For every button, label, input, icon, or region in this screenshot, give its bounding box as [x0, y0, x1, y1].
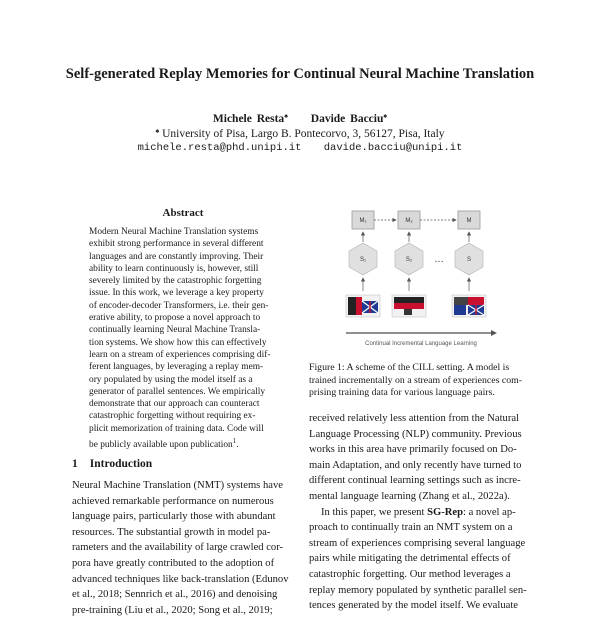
abstract-line: exhibit strong performance in several different: [89, 239, 264, 250]
body-line: language pairs, particularly those with abundant: [72, 511, 276, 523]
body-text: : a novel ap-: [462, 506, 516, 518]
abstract-heading: Abstract: [162, 207, 204, 219]
body-line: different continual learning settings such as incre-: [309, 475, 521, 487]
body-line: Neural Machine Translation (NMT) systems have: [72, 480, 283, 491]
section-heading: [72, 458, 152, 470]
caption-line: trained incrementally on a stream of experiences com-: [309, 374, 522, 386]
body-line: catastrophic forgetting. Our method leverages a: [309, 568, 511, 580]
abstract-line: learn on a stream of experiences comprising dif-: [89, 349, 271, 360]
body-line: works in this area have primarily focused on Do-: [309, 444, 517, 456]
abstract-line: issue. In this work, we leverage a key property: [89, 288, 264, 299]
model-label: M: [466, 218, 472, 224]
body-line: mental language learning (Zhang et al., 2022a).: [309, 490, 510, 502]
abstract-line: of encoder-decoder Transformers, i.e. their gen-: [89, 300, 269, 311]
abstract-line-text: be publicly available upon publication: [89, 440, 233, 451]
flag-data-block: [346, 295, 380, 317]
hexagon-label: S₂: [405, 257, 413, 263]
body-line: main Adaptation, and only recently have turned to: [309, 459, 522, 471]
abstract-line: plicit memorization of training data. Code will: [89, 423, 264, 434]
footnote-mark[interactable]: 1: [232, 437, 237, 446]
body-text: In this paper, we present: [321, 506, 428, 518]
hexagon-label: S₁: [359, 257, 367, 263]
body-line: stream of experiences comprising several language: [309, 537, 526, 549]
model-label: M₂: [405, 218, 413, 224]
affiliation-mark: ♠: [155, 127, 160, 135]
abstract-line: Modern Neural Machine Translation systems: [89, 227, 259, 237]
abstract-line: languages and are constantly improving. Their: [89, 251, 264, 262]
body-line: pora have greatly contributed to the adoption of: [72, 557, 275, 569]
flag-data-block: [452, 295, 486, 317]
body-line: resources. The substantial growth in model pa-: [72, 526, 271, 538]
body-line: proach to continually train an NMT system on a: [309, 522, 513, 534]
abstract-line: ability to learn continuously is, however, still: [89, 263, 259, 274]
caption-line: Figure 1: A scheme of the CILL setting. A model is: [309, 362, 510, 373]
timeline-label: Continual Incremental Language Learning: [365, 341, 477, 347]
body-line: rameters and the availability of large crawled cor-: [72, 542, 284, 554]
ellipsis: …: [434, 254, 444, 265]
abstract-line: severely limited by the catastrophic forgetting: [89, 276, 262, 287]
abstract-line: tion systems. We show how this can effectively: [89, 337, 267, 348]
abstract-line: be publicly available upon publication$^1$.: [89, 437, 239, 451]
body-line: [309, 505, 531, 521]
model-label: M₁: [359, 218, 367, 224]
author-emails: [0, 142, 600, 154]
abstract-body: [89, 226, 278, 451]
flag-data-block: [392, 295, 426, 317]
body-line: pre-training (Liu et al., 2020; Song et al., 2019;: [72, 604, 273, 616]
author-mark: ♠: [284, 112, 288, 120]
author-name: Davide Bacciu: [310, 113, 384, 125]
body-line: achieved remarkable performance on numerous: [72, 495, 274, 507]
method-name: SG-Rep: [427, 506, 463, 518]
author-mark: ♠: [383, 112, 388, 120]
body-line: tences generated by the model itself. We evaluate: [309, 600, 518, 612]
abstract-line: demonstrate that our approach can counteract: [89, 399, 260, 410]
email-link[interactable]: davide.bacciu@unipi.it: [323, 142, 463, 154]
author-name: Michele Resta: [212, 113, 285, 125]
right-column-body: [309, 411, 531, 614]
section-number: 1: [72, 458, 78, 470]
abstract-line: ory populated by using the model itself as a: [89, 374, 253, 385]
cill-figure: [336, 205, 506, 355]
abstract-line: generator of parallel sentences. We empirically: [89, 386, 266, 397]
figure-caption: [309, 362, 529, 400]
abstract-line: erative ability, to propose a novel approach to: [89, 313, 261, 324]
body-line: pairs while mitigating the detrimental effects of: [309, 553, 511, 565]
body-line: advanced techniques like back-translation (Edunov: [72, 573, 289, 585]
caption-line: prising training data for various language pairs.: [309, 387, 495, 399]
hexagon-label: S: [466, 257, 472, 263]
abstract-line: continually learning Neural Machine Transla-: [89, 325, 261, 336]
affiliation: [0, 127, 600, 140]
body-line: Language Processing (NLP) community. Previous: [309, 428, 522, 440]
section-title: Introduction: [89, 458, 153, 470]
body-line: replay memory populated by synthetic parallel sen-: [309, 584, 527, 596]
email-link[interactable]: michele.resta@phd.unipi.it: [137, 142, 302, 154]
paper-title: Self-generated Replay Memories for Continual Neural Machine Translation: [65, 66, 535, 82]
body-line: received relatively less attention from the Natural: [309, 413, 520, 424]
body-line: et al., 2018; Sennrich et al., 2016) and denoising: [72, 589, 278, 601]
abstract-line: catastrophic forgetting without requiring ex-: [89, 411, 256, 422]
affiliation-text: University of Pisa, Largo B. Pontecorvo, 3, 56127, Pisa, Italy: [162, 128, 445, 140]
author-list: [0, 112, 600, 125]
introduction-body: [72, 478, 294, 618]
abstract-line: ferent languages, by leveraging a replay mem-: [89, 362, 264, 373]
